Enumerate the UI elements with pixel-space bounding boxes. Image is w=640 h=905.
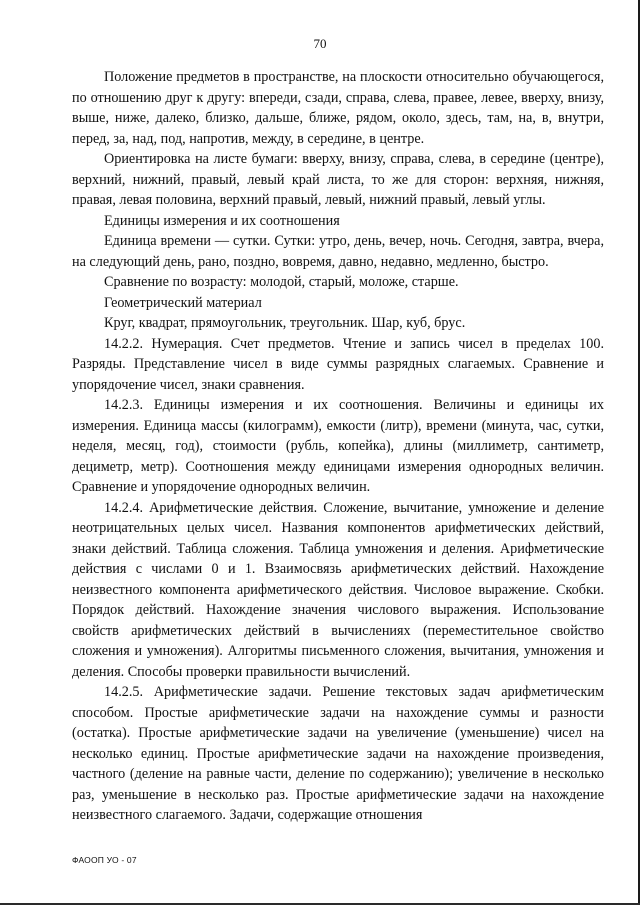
subheading-units: Единицы измерения и их соотношения [104,212,340,229]
paragraph-section-14-2-2: 14.2.2. Нумерация. Счет предметов. Чтение и запись чисел в пределах 100. Разряды. Представление чисел в виде суммы разрядных слагаемых. Сравнение и упорядочение чисел, знаки сравнения. [72,335,604,393]
paragraph-time-unit: Единица времени — сутки. Сутки: утро, день, вечер, ночь. Сегодня, завтра, вчера, на следующий день, рано, поздно, вовремя, давно, недавно, медленно, быстро. [72,233,604,270]
paragraph-section-14-2-3: 14.2.3. Единицы измерения и их соотношения. Величины и единицы их измерения. Единица массы (килограмм), емкости (литр), времени (минута, час, сутки, неделя, месяц, год), стоимости (рубль, копейка), длины (миллиметр, сантиметр, дециметр, метр). Соотношения между единицами измерения однородных величин. Сравнение и упорядочение однородных величин. [72,397,604,495]
paragraph-age-comparison: Сравнение по возрасту: молодой, старый, моложе, старше. [104,274,459,290]
document-body [72,67,604,826]
paragraph-spatial-position: Положение предметов в пространстве, на плоскости относительно обучающегося, по отношению друг к другу: впереди, сзади, справа, слева, правее, левее, вверху, внизу, выше, ниже, далеко, близко, дальше, ближе, рядом, около, здесь, там, на, в, внутри, перед, за, над, под, напротив, между, в середине, в центре. [72,69,604,147]
paragraph-section-14-2-4: 14.2.4. Арифметические действия. Сложение, вычитание, умножение и деление неотрицательных целых чисел. Названия компонентов арифметических действий, знаки действий. Таблица сложения. Таблица умножения и деления. Арифметические действия с числами 0 и 1. Взаимосвязь арифметических действий. Нахождение неизвестного компонента арифметического действия. Числовое выражение. Скобки. Порядок действий. Нахождение значения числового выражения. Использование свойств арифметических действий в вычислениях (переместительное свойство сложения и умножения). Алгоритмы письменного сложения, вычитания, умножения и деления. Способы проверки правильности вычислений. [72,499,604,680]
paragraph-section-14-2-5: 14.2.5. Арифметические задачи. Решение текстовых задач арифметическим способом. Простые арифметические задачи на нахождение суммы и разности (остатка). Простые арифметические задачи на увеличение (уменьшение) чисел на несколько единиц. Простые арифметические задачи на нахождение произведения, частного (деление на равные части, деление по содержанию); увеличение в несколько раз, уменьшение в несколько раз. Простые арифметические задачи на нахождение неизвестного слагаемого. Задачи, содержащие отношения [72,684,604,823]
paragraph-paper-orientation: Ориентировка на листе бумаги: вверху, внизу, справа, слева, в середине (центре), верхний, нижний, правый, левый край листа, то же для сторон: верхняя, нижняя, правая, левая половина, верхний правый, левый, нижний правый, левый углы. [72,151,604,208]
footer-document-code: ФАООП УО - 07 [72,855,137,865]
paragraph-shapes: Круг, квадрат, прямоугольник, треугольник. Шар, куб, брус. [104,315,466,331]
subheading-geometry: Геометрический материал [104,294,262,311]
page-number: 70 [313,36,327,51]
